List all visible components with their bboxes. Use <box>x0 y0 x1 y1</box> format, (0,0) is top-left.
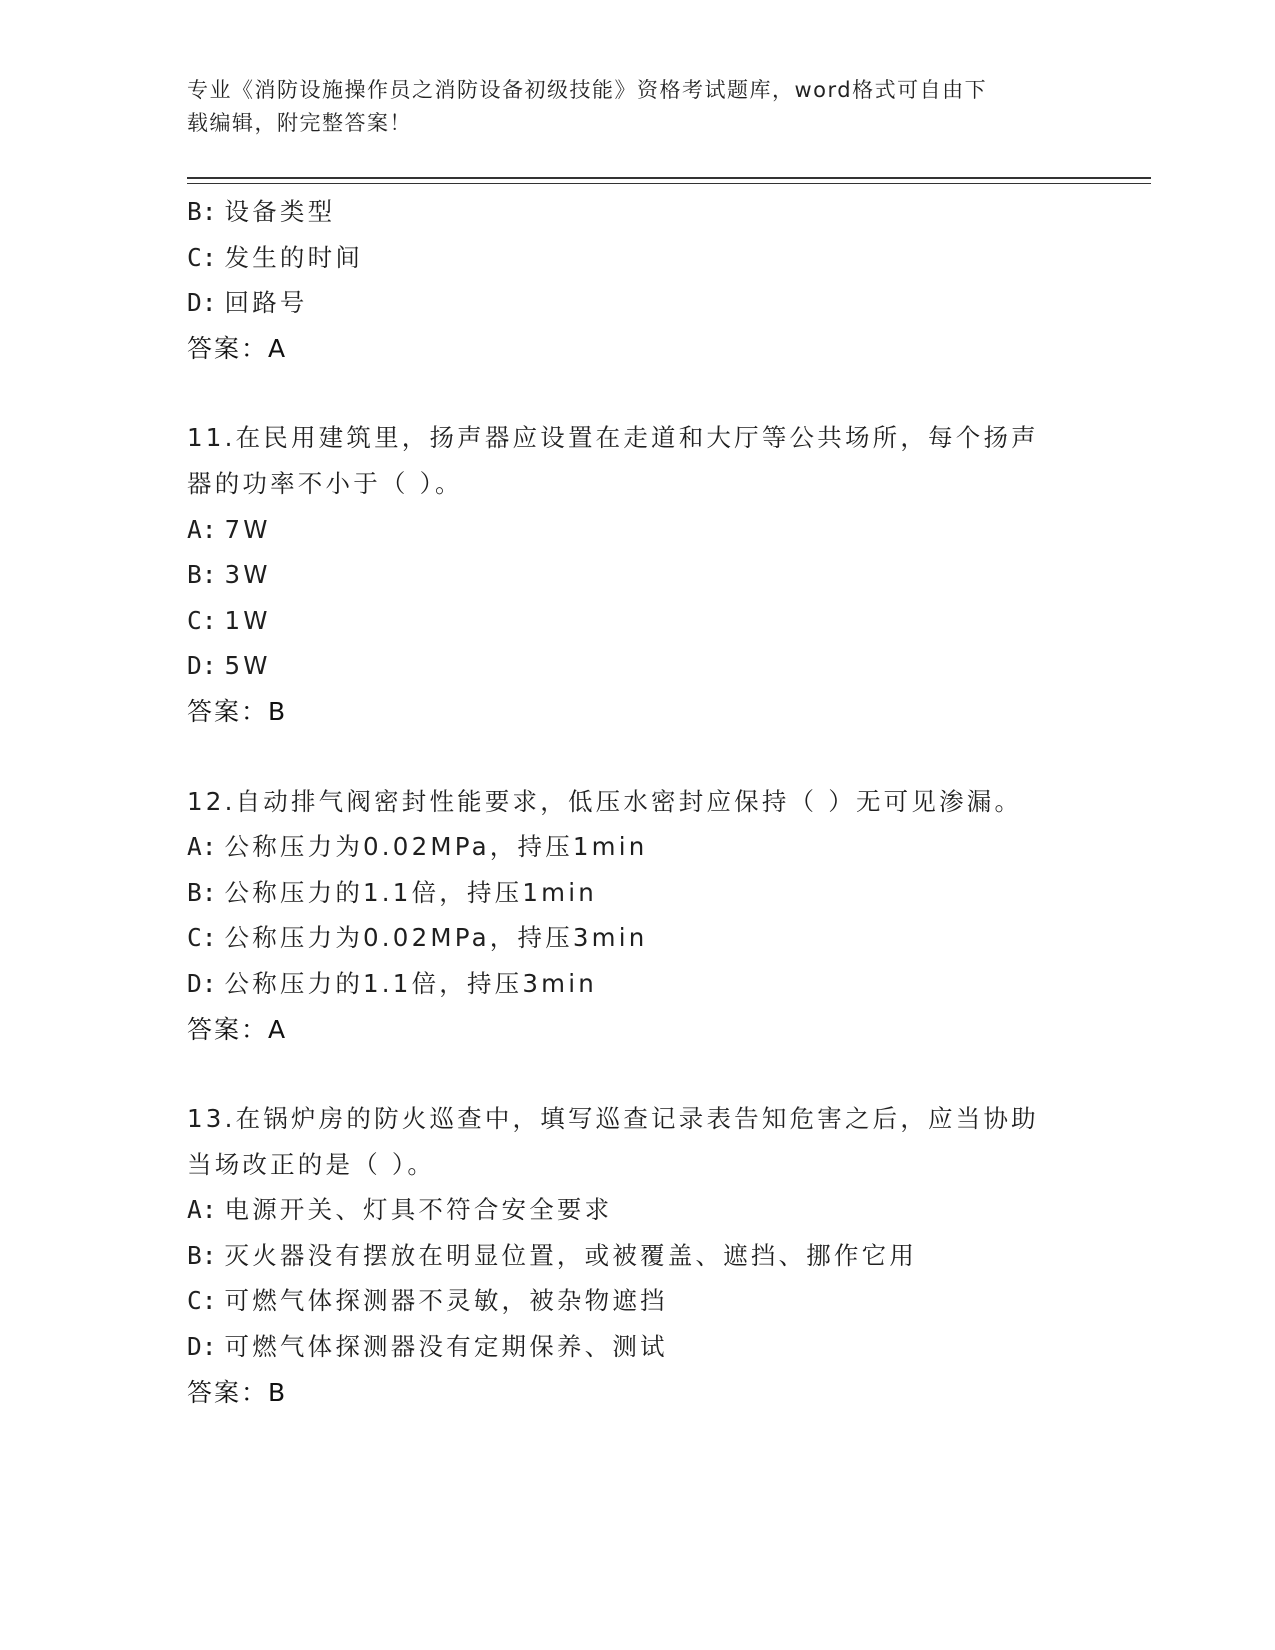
option-b <box>187 1233 1087 1279</box>
option-letter: D: <box>187 651 217 681</box>
answer-line: 答案：B <box>187 696 288 726</box>
prev-question-block <box>187 189 1087 371</box>
option-a <box>187 1187 1087 1233</box>
spacer <box>187 1052 1087 1096</box>
option-d <box>187 961 1087 1007</box>
option-text: 5W <box>224 651 271 681</box>
option-text: 设备类型 <box>224 197 336 226</box>
question-block-11 <box>187 415 1087 734</box>
option-d <box>187 1324 1087 1370</box>
question-stem-line-1: 12.自动排气阀密封性能要求，低压水密封应保持（ ）无可见渗漏。 <box>187 786 1023 816</box>
option-letter: B: <box>187 1240 217 1270</box>
option-a <box>187 507 1087 553</box>
spacer <box>187 735 1087 779</box>
option-letter: A: <box>187 1195 217 1225</box>
question-stem-line-1: 13.在锅炉房的防火巡查中，填写巡查记录表告知危害之后，应当协助 <box>187 1104 1039 1134</box>
answer-line: 答案：A <box>187 1014 288 1044</box>
option-c <box>187 1278 1087 1324</box>
question-stem <box>187 779 1067 825</box>
header-divider-thick <box>187 177 1151 179</box>
option-text: 发生的时间 <box>224 242 364 272</box>
question-stem <box>187 415 1067 506</box>
option-letter: D: <box>187 288 217 318</box>
question-list <box>187 189 1087 1415</box>
option-text: 公称压力为0.02MPa，持压1min <box>224 832 648 862</box>
question-stem <box>187 1096 1067 1187</box>
option-b <box>187 552 1087 598</box>
option-text: 公称压力的1.1倍，持压1min <box>224 877 597 907</box>
option-letter: B: <box>187 877 217 907</box>
option-text: 1W <box>224 605 271 635</box>
option-c <box>187 598 1087 644</box>
answer-line: 答案：A <box>187 333 288 363</box>
question-block-13 <box>187 1096 1087 1415</box>
option-letter: B: <box>187 560 217 590</box>
option-c <box>187 915 1087 961</box>
option-text: 电源开关、灯具不符合安全要求 <box>224 1195 613 1225</box>
option-text: 回路号 <box>224 288 308 318</box>
option-text: 公称压力为0.02MPa，持压3min <box>224 923 648 953</box>
option-letter: A: <box>187 832 217 862</box>
option-d <box>187 280 1087 326</box>
option-letter: C: <box>187 605 217 635</box>
option-text: 可燃气体探测器不灵敏，被杂物遮挡 <box>224 1286 668 1316</box>
option-letter: D: <box>187 968 217 998</box>
option-d <box>187 643 1087 689</box>
option-b <box>187 189 1087 235</box>
option-text: 灭火器没有摆放在明显位置，或被覆盖、遮挡、挪作它用 <box>224 1240 918 1270</box>
option-letter: C: <box>187 923 217 953</box>
option-letter: C: <box>187 242 217 272</box>
question-stem-line-2: 当场改正的是（ ）。 <box>187 1149 436 1179</box>
option-letter: D: <box>187 1332 217 1362</box>
option-text: 3W <box>224 560 271 590</box>
option-b <box>187 870 1087 916</box>
option-text: 可燃气体探测器没有定期保养、测试 <box>224 1332 668 1362</box>
option-a <box>187 824 1087 870</box>
option-letter: A: <box>187 514 217 544</box>
option-text: 7W <box>224 514 271 544</box>
spacer <box>187 371 1087 415</box>
header-line-2: 载编辑，附完整答案！ <box>187 111 412 135</box>
question-stem-line-2: 器的功率不小于（ ）。 <box>187 468 463 498</box>
option-letter: C: <box>187 1286 217 1316</box>
option-text: 公称压力的1.1倍，持压3min <box>224 968 597 998</box>
header-line-1: 专业《消防设施操作员之消防设备初级技能》资格考试题库，word格式可自由下 <box>187 78 988 102</box>
option-letter: B: <box>187 197 217 226</box>
question-stem-line-1: 11.在民用建筑里，扬声器应设置在走道和大厅等公共场所，每个扬声 <box>187 423 1039 453</box>
question-block-12 <box>187 779 1087 1053</box>
header-divider-thin <box>187 183 1151 184</box>
answer-line: 答案：B <box>187 1377 288 1407</box>
option-c <box>187 235 1087 281</box>
document-header <box>187 74 1067 140</box>
